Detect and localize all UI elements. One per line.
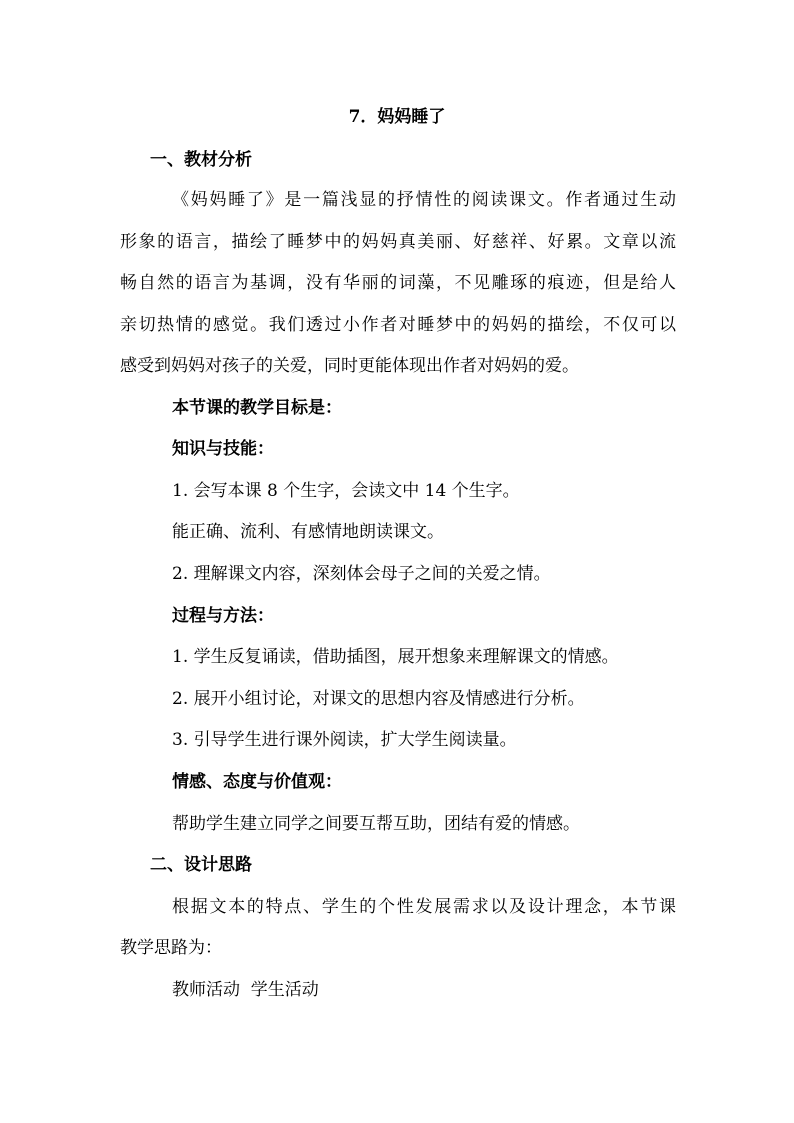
intro-paragraph-line: 形象的语言，描绘了睡梦中的妈妈真美丽、好慈祥、好累。文章以流: [120, 232, 676, 252]
section-heading-textbook-analysis: 一、教材分析: [150, 150, 252, 170]
knowledge-item: 1. 会写本课 8 个生字，会读文中 14 个生字。: [172, 481, 520, 501]
process-item: 1. 学生反复诵读，借助插图，展开想象来理解课文的情感。: [172, 647, 619, 667]
knowledge-item: 能正确、流利、有感情地朗读课文。: [172, 522, 444, 542]
activity-line: 教师活动 学生活动: [172, 980, 319, 1000]
intro-paragraph-line: 感受到妈妈对孩子的关爱，同时更能体现出作者对妈妈的爱。: [120, 356, 579, 376]
emotion-item: 帮助学生建立同学之间要互帮互助，团结有爱的情感。: [172, 814, 580, 834]
knowledge-skills-heading: 知识与技能：: [172, 439, 274, 459]
intro-paragraph-line: 亲切热情的感觉。我们透过小作者对睡梦中的妈妈的描绘，不仅可以: [120, 315, 676, 335]
page-title: 7．妈妈睡了: [348, 107, 446, 127]
design-paragraph-line: 根据文本的特点、学生的个性发展需求以及设计理念，本节课: [172, 897, 676, 917]
intro-paragraph-line: 畅自然的语言为基调，没有华丽的词藻，不见雕琢的痕迹，但是给人: [120, 273, 676, 293]
intro-paragraph-line: 《妈妈睡了》是一篇浅显的抒情性的阅读课文。作者通过生动: [172, 190, 676, 210]
design-paragraph-line: 教学思路为：: [120, 938, 222, 958]
process-item: 3. 引导学生进行课外阅读，扩大学生阅读量。: [172, 730, 517, 750]
teaching-goals-heading: 本节课的教学目标是：: [172, 398, 342, 418]
knowledge-item: 2. 理解课文内容，深刻体会母子之间的关爱之情。: [172, 564, 551, 584]
section-heading-design-ideas: 二、设计思路: [150, 855, 252, 875]
process-methods-heading: 过程与方法：: [172, 606, 274, 626]
process-item: 2. 展开小组讨论，对课文的思想内容及情感进行分析。: [172, 689, 585, 709]
emotion-values-heading: 情感、态度与价值观：: [172, 772, 342, 792]
